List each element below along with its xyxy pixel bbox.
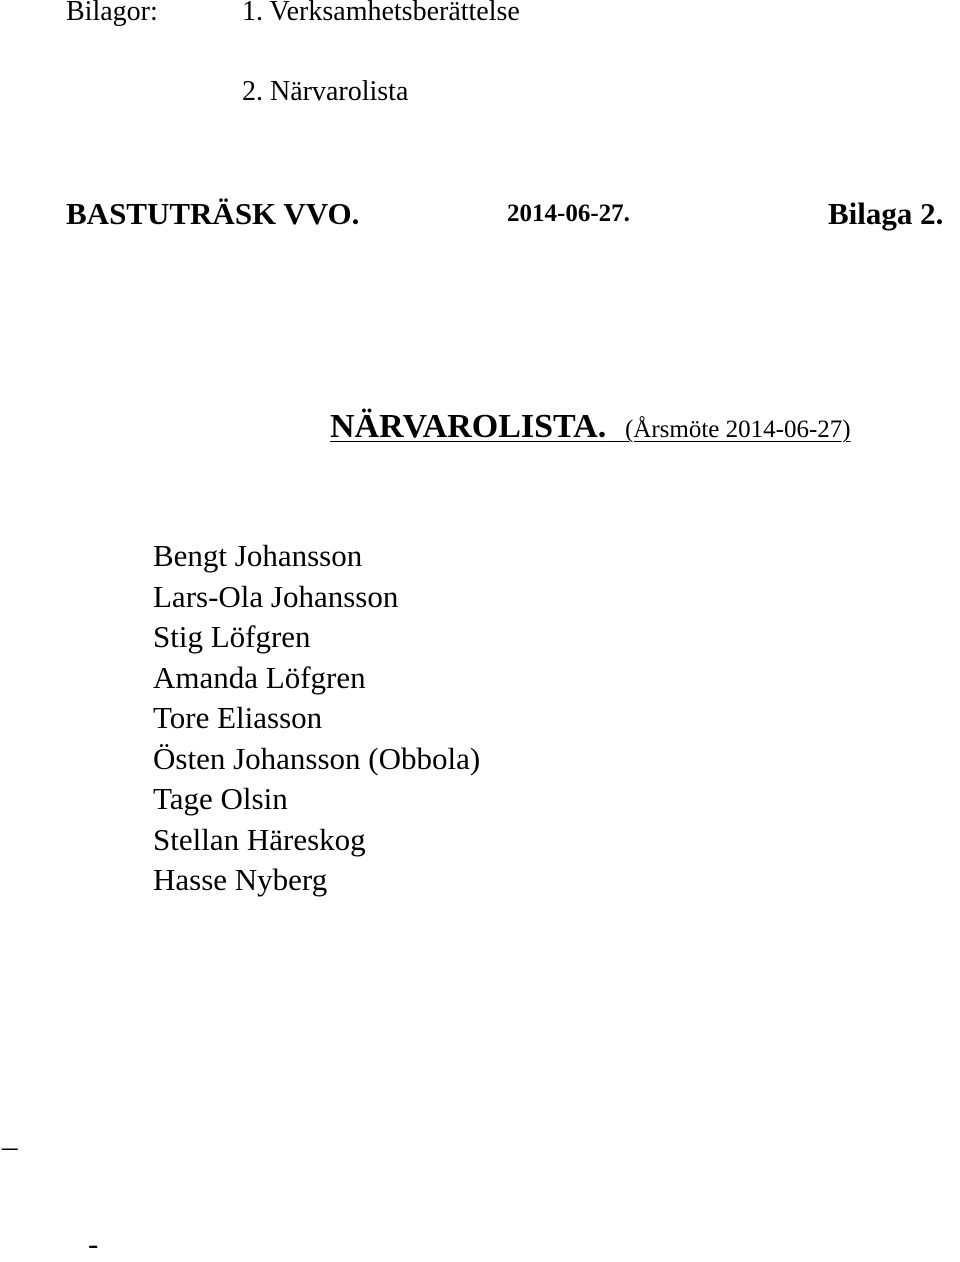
attendee-name: Amanda Löfgren (153, 659, 366, 695)
section-subtitle (606, 416, 850, 443)
document-date: 2014-06-27. (507, 200, 630, 227)
attendee-name: Lars-Ola Johansson (153, 578, 399, 614)
attendee-name: Stellan Häreskog (153, 821, 366, 857)
section-heading (330, 408, 851, 446)
bilagor-label: Bilagor: (66, 0, 158, 27)
section-title: NÄRVAROLISTA. (330, 408, 607, 445)
footer-underscore-mark: _ (2, 1118, 18, 1153)
attendee-list (153, 536, 480, 901)
footer-dash-mark: - (88, 1226, 99, 1261)
attendee-name: Stig Löfgren (153, 619, 311, 654)
bilaga-item-narvarolista: 2. Närvarolista (242, 76, 409, 107)
organization-name: BASTUTRÄSK VVO. (66, 196, 360, 231)
bilaga-item-verksamhetsberattelse: 1. Verksamhetsberättelse (242, 0, 520, 27)
section-subtitle-text: (Årsmöte 2014-06-27) (624, 416, 851, 443)
attendee-name: Tore Eliasson (153, 700, 323, 735)
attachment-label: Bilaga 2. (828, 196, 944, 231)
attendee-name: Östen Johansson (Obbola) (153, 740, 481, 776)
attendee-name: Hasse Nyberg (153, 862, 328, 897)
attendee-name: Tage Olsin (153, 781, 288, 816)
attendee-name: Bengt Johansson (153, 538, 363, 573)
